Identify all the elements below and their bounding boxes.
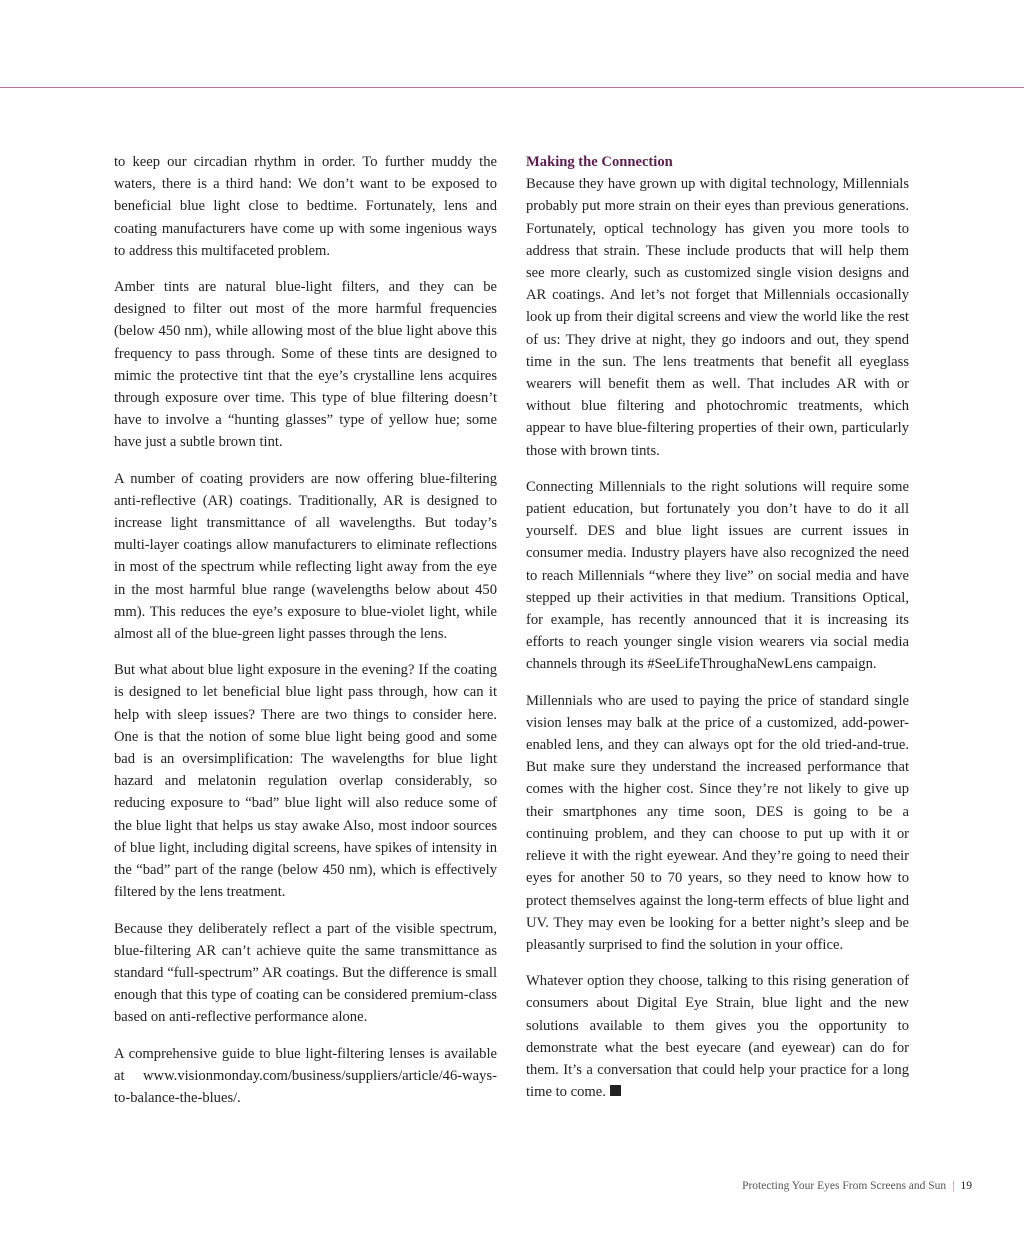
page-footer — [742, 1180, 972, 1192]
paragraph: A comprehensive guide to blue light-filtering lenses is available at www.visionmonday.com/business/suppliers/article/46-ways-to-balance-the-blues/. — [114, 1045, 497, 1106]
header-rule — [0, 87, 1024, 88]
end-square-icon — [610, 1085, 621, 1096]
footer-title: Protecting Your Eyes From Screens and Sun — [742, 1180, 947, 1192]
paragraph: Because they deliberately reflect a part of the visible spectrum, blue-filtering AR can’t achieve quite the same transmittance as standard “full-spectrum” AR coatings. But the difference is small enough that this type of coating can be considered premium-class based on anti-reflective performance alone. — [114, 920, 497, 1026]
paragraph: But what about blue light exposure in the evening? If the coating is designed to let beneficial blue light pass through, how can it help with sleep issues? There are two things to consider here. One is that the notion of some blue light being good and some bad is an oversimplification: The wavelengths for blue light hazard and melatonin regulation overlap considerably, so reducing exposure to “bad” blue light will also reduce some of the blue light that helps us stay awake Also, most indoor sources of blue light, including digital screens, have spikes of intensity in the “bad” part of the range (below 450 nm), which is effectively filtered by the lens treatment. — [114, 662, 497, 901]
paragraph: to keep our circadian rhythm in order. To further muddy the waters, there is a third hand: We don’t want to be exposed to beneficial blue light close to bedtime. Fortunately, lens and coating manufacturers have come up with some ingenious ways to address this multifaceted problem. — [114, 154, 497, 259]
paragraph: Amber tints are natural blue-light filters, and they can be designed to filter out most of the more harmful frequencies (below 450 nm), while allowing most of the blue light above this frequency to pass through. Some of these tints are designed to mimic the protective tint that the eye’s crystalline lens acquires through exposure over time. This type of blue filtering doesn’t have to involve a “hunting glasses” type of yellow hue; some have just a subtle brown tint. — [114, 279, 497, 451]
paragraph: Millennials who are used to paying the price of standard single vision lenses may balk at the price of a customized, add-power-enabled lens, and they can always opt for the old tried-and-true. But make sure they understand the increased performance that comes with the higher cost. Since they’re not likely to give up their smartphones any time soon, DES is going to be a continuing problem, and they can choose to put up with it or relieve it with the right eyewear. And they’re going to need their eyes for another 50 to 70 years, so they need to know how to protect themselves against the long-term effects of blue light and UV. They may even be looking for a better night’s sleep and be pleasantly surprised to find the solution in your office. — [526, 692, 909, 953]
paragraph: A number of coating providers are now offering blue-filtering anti-reflective (AR) coatings. Traditionally, AR is designed to increase light transmittance of all wavelengths. But today’s multi-layer coatings allow manufacturers to eliminate reflections in most of the spectrum while reflecting light away from the eye in the most harmful blue range (wavelengths below about 450 mm). This reduces the eye’s exposure to blue-violet light, while almost all of the blue-green light passes through the lens. — [114, 470, 497, 643]
section-heading: Making the Connection — [526, 154, 673, 170]
paragraph-text: Whatever option they choose, talking to this rising generation of consumers about Digital Eye Strain, blue light and the new solutions available to them gives you the opportunity to demonstrate what the best eyecare (and eyewear) can do for them. It’s a conversation that could help your practice for a long time to come. — [526, 973, 909, 1101]
paragraph: Because they have grown up with digital technology, Millennials probably put more strain on their eyes than previous generations. Fortunately, optical technology has given you more tools to address that strain. These include products that will help them see more clearly, such as customized single vision designs and AR coatings. And let’s not forget that Millennials occasionally look up from their digital screens and view the world like the rest of us: They drive at night, they go indoors and out, they spend time in the sun. The lens treatments that benefit all eyeglass wearers will benefit them as well. That includes AR with or without blue filtering and photochromic treatments, which appear to have blue-filtering properties of their own, particularly those with brown tints. — [526, 176, 909, 459]
paragraph: Connecting Millennials to the right solutions will require some patient education, but fortunately you don’t have to do it all yourself. DES and blue light issues are current issues in consumer media. Industry players have also recognized the need to reach Millennials “where they live” on social media and have stepped up their activities in that medium. Transitions Optical, for example, has recently announced that it is increasing its efforts to reach younger single vision wearers via social media channels through its #SeeLifeThroughaNewLens campaign. — [526, 478, 909, 673]
footer-separator: | — [952, 1180, 955, 1192]
right-column — [526, 151, 909, 1117]
paragraph-last — [526, 970, 909, 1103]
page-number: 19 — [960, 1180, 972, 1192]
left-column — [114, 151, 497, 1123]
